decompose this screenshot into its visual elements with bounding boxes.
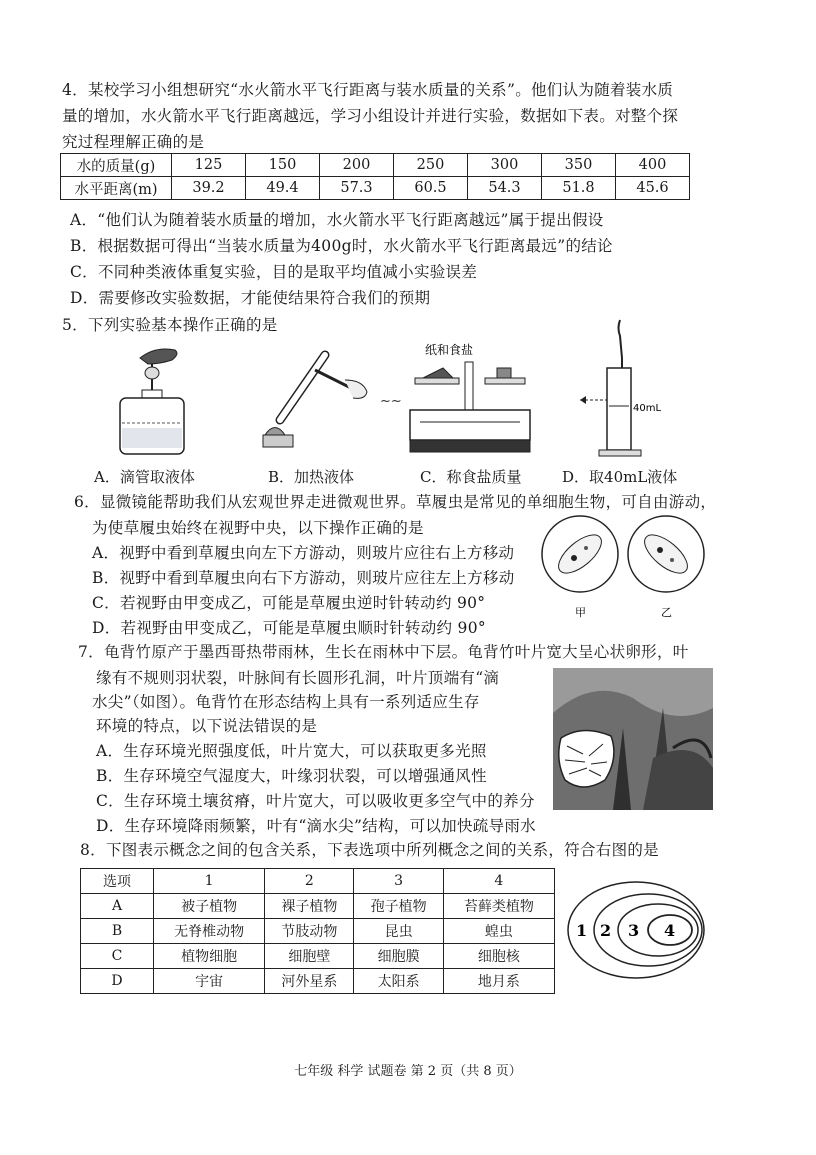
label-jia: 甲 (575, 606, 586, 619)
heating-tube-figure (245, 340, 420, 455)
table-cell: 49.4 (246, 177, 320, 200)
diagram-label-1: 1 (576, 921, 588, 940)
table-header: 4 (443, 869, 554, 894)
table-cell: 细胞核 (443, 944, 554, 969)
table-cell: A (81, 894, 154, 919)
table-header: 2 (265, 869, 354, 894)
q7-option-a: A．生存环境光照强度低，叶片宽大，可以获取更多光照 (96, 742, 487, 760)
svg-text:~~: ~~ (380, 394, 402, 409)
table-cell: C (81, 944, 154, 969)
table-cell: 昆虫 (354, 919, 443, 944)
table-cell: 植物细胞 (154, 944, 265, 969)
label-yi: 乙 (661, 606, 672, 619)
q8-stem: 8．下图表示概念之间的包含关系，下表选项中所列概念之间的关系，符合右图的是 (80, 841, 659, 859)
table-cell: 250 (394, 154, 468, 177)
q5-stem: 5．下列实验基本操作正确的是 (62, 316, 278, 334)
table-cell: 无脊椎动物 (154, 919, 265, 944)
table-cell: 裸子植物 (265, 894, 354, 919)
table-cell: 125 (172, 154, 246, 177)
table-cell: 45.6 (616, 177, 690, 200)
q5-caption-b: B．加热液体 (268, 468, 355, 486)
table-row (81, 919, 555, 944)
table-row (81, 869, 555, 894)
q7-stem-line3: 水尖”（如图）。龟背竹在形态结构上具有一系列适应生存 (92, 693, 480, 711)
q4-data-table (60, 153, 690, 200)
figure-label: 纸和食盐 (425, 343, 474, 357)
table-cell: 300 (468, 154, 542, 177)
table-cell: 57.3 (320, 177, 394, 200)
q5-caption-c: C．称食盐质量 (420, 468, 522, 486)
q6-option-c: C．若视野由甲变成乙，可能是草履虫逆时针转动约 90° (92, 594, 486, 612)
table-cell: 60.5 (394, 177, 468, 200)
table-cell: 地月系 (443, 969, 554, 994)
table-cell: 细胞壁 (265, 944, 354, 969)
q5-caption-d: D．取40mL液体 (562, 468, 678, 486)
nested-concept-diagram (566, 878, 711, 983)
table-row (81, 944, 555, 969)
q4-option-a: A．“他们认为随着装水质量的增加，水火箭水平飞行距离越远”属于提出假设 (70, 211, 604, 229)
table-cell: 被子植物 (154, 894, 265, 919)
balance-scale-figure (405, 340, 535, 458)
table-cell: 河外星系 (265, 969, 354, 994)
q7-option-b: B．生存环境空气湿度大，叶缘羽状裂，可以增强通风性 (96, 767, 487, 785)
table-cell: 水的质量(g) (61, 154, 172, 177)
leaf-icon (559, 730, 614, 787)
q6-option-b: B．视野中看到草履虫向右下方游动，则玻片应往左上方移动 (92, 569, 515, 587)
q6-stem-line1: 6．显微镜能帮助我们从宏观世界走进微观世界。草履虫是常见的单细胞生物，可自由游动， (74, 493, 717, 511)
q6-option-a: A．视野中看到草履虫向左下方游动，则玻片应往右上方移动 (92, 544, 515, 562)
table-header: 选项 (81, 869, 154, 894)
q6-stem-line2: 为使草履虫始终在视野中央，以下操作正确的是 (92, 519, 424, 537)
q7-stem-line2: 缘有不规则羽状裂，叶脉间有长圆形孔洞，叶片顶端有“滴 (96, 669, 500, 687)
table-header: 3 (354, 869, 443, 894)
q4-stem-line2: 量的增加，水火箭水平飞行距离越远，学习小组设计并进行实验，数据如下表。对整个探 (62, 107, 679, 125)
q4-stem-line3: 究过程理解正确的是 (62, 133, 205, 151)
table-row (81, 969, 555, 994)
q7-stem-line4: 环境的特点，以下说法错误的是 (96, 717, 318, 735)
diagram-label-2: 2 (600, 921, 612, 940)
table-cell: 51.8 (542, 177, 616, 200)
table-cell: 细胞膜 (354, 944, 443, 969)
dropper-bottle-figure (100, 338, 220, 458)
paramecium-view-figure (540, 512, 710, 622)
table-cell: 蝗虫 (443, 919, 554, 944)
q6-option-d: D．若视野由甲变成乙，可能是草履虫顺时针转动约 90° (92, 619, 486, 637)
table-cell: 200 (320, 154, 394, 177)
table-cell: 节肢动物 (265, 919, 354, 944)
table-cell: 150 (246, 154, 320, 177)
table-cell: 400 (616, 154, 690, 177)
graduated-cylinder-figure (575, 318, 670, 458)
table-cell: B (81, 919, 154, 944)
q4-option-b: B．根据数据可得出“当装水质量为400g时，水火箭水平飞行距离最远”的结论 (70, 237, 613, 255)
page-footer: 七年级 科学 试题卷 第 2 页（共 8 页） (294, 1064, 522, 1079)
table-cell: 39.2 (172, 177, 246, 200)
table-cell: 宇宙 (154, 969, 265, 994)
q4-option-c: C．不同种类液体重复实验，目的是取平均值减小实验误差 (70, 263, 478, 281)
diagram-label-4: 4 (664, 921, 676, 940)
q4-option-d: D．需要修改实验数据，才能使结果符合我们的预期 (70, 289, 431, 307)
q7-option-c: C．生存环境土壤贫瘠，叶片宽大，可以吸收更多空气中的养分 (96, 792, 535, 810)
cylinder-mark-label: 40mL (633, 403, 662, 414)
table-cell: 孢子植物 (354, 894, 443, 919)
table-cell: D (81, 969, 154, 994)
q8-options-table (80, 868, 555, 994)
q4-stem-line1: 4．某校学习小组想研究“水火箭水平飞行距离与装水质量的关系”。他们认为随着装水质 (62, 81, 674, 99)
q7-option-d: D．生存环境降雨频繁，叶有“滴水尖”结构，可以加快疏导雨水 (96, 817, 536, 835)
table-row (61, 177, 690, 200)
table-cell: 苔藓类植物 (443, 894, 554, 919)
table-header: 1 (154, 869, 265, 894)
table-row (61, 154, 690, 177)
diagram-label-3: 3 (628, 921, 640, 940)
table-row (81, 894, 555, 919)
monstera-photo (553, 668, 713, 810)
table-cell: 水平距离(m) (61, 177, 172, 200)
q7-stem-line1: 7．龟背竹原产于墨西哥热带雨林，生长在雨林中下层。龟背竹叶片宽大呈心状卵形，叶 (78, 643, 689, 661)
q5-caption-a: A．滴管取液体 (94, 468, 195, 486)
table-cell: 太阳系 (354, 969, 443, 994)
table-cell: 350 (542, 154, 616, 177)
table-cell: 54.3 (468, 177, 542, 200)
